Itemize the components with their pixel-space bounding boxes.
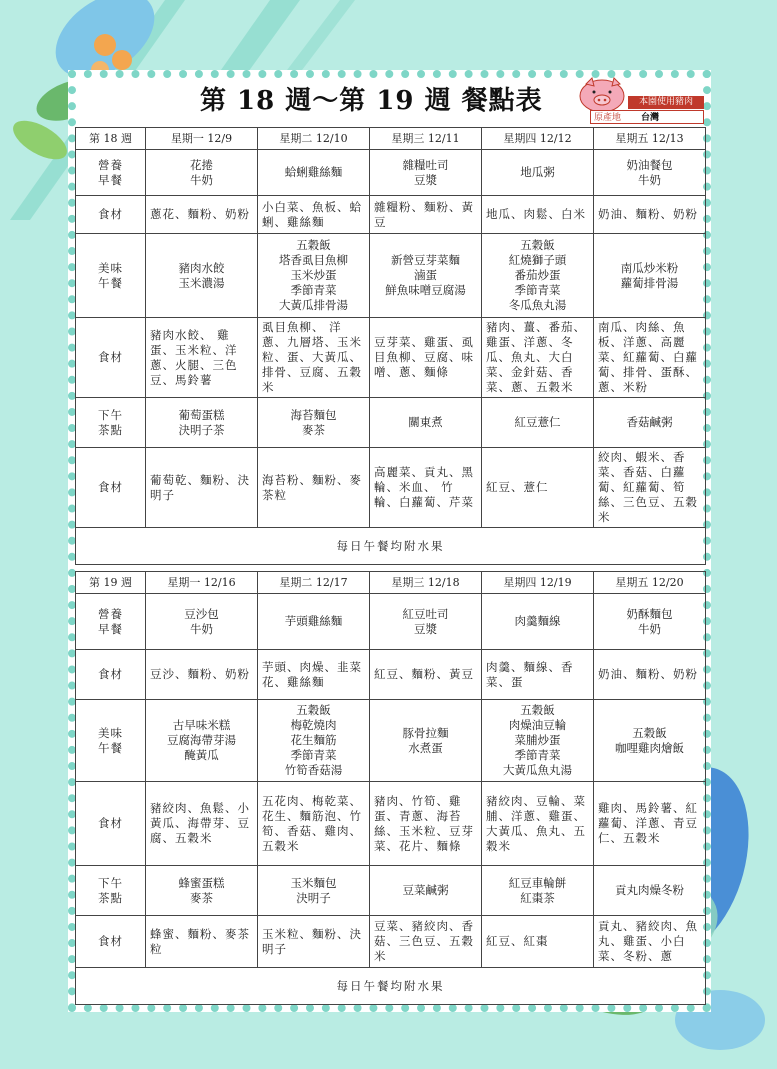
ingredient-cell: 肉羹、麵線、香菜、蛋 — [482, 650, 594, 700]
menu-cell: 紅豆吐司 豆漿 — [370, 594, 482, 650]
badge-origin — [590, 110, 704, 124]
row-label-ingredients: 食材 — [76, 448, 146, 528]
menu-cell: 奶酥麵包 牛奶 — [594, 594, 706, 650]
menu-cell: 地瓜粥 — [482, 150, 594, 196]
breakfast-row — [76, 150, 706, 196]
menu-cell: 雜糧吐司 豆漿 — [370, 150, 482, 196]
day-header: 星期一 12/9 — [146, 128, 258, 150]
menu-cell: 葡萄蛋糕 決明子茶 — [146, 398, 258, 448]
ingredient-cell: 絞肉、蝦米、香菜、香菇、白蘿蔔、紅蘿蔔、筍絲、三色豆、五穀米 — [594, 448, 706, 528]
week-label: 第 18 週 — [76, 128, 146, 150]
menu-cell: 關東煮 — [370, 398, 482, 448]
ingredient-cell: 南瓜、肉絲、魚板、洋蔥、高麗菜、紅蘿蔔、白蘿蔔、排骨、蛋酥、蔥、米粉 — [594, 318, 706, 398]
row-label-breakfast: 營養 早餐 — [76, 150, 146, 196]
menu-cell: 豆菜鹹粥 — [370, 866, 482, 916]
table-header-row — [76, 128, 706, 150]
ingredient-cell: 蔥花、麵粉、奶粉 — [146, 196, 258, 234]
row-label-snack: 下午 茶點 — [76, 398, 146, 448]
ingredient-cell: 豆芽菜、雞蛋、虱目魚柳、豆腐、味噌、蔥、麵條 — [370, 318, 482, 398]
ingredient-cell: 葡萄乾、麵粉、決明子 — [146, 448, 258, 528]
day-header: 星期三 12/18 — [370, 572, 482, 594]
row-label-ingredients: 食材 — [76, 196, 146, 234]
ingredient-cell: 豬肉、竹筍、雞蛋、青蔥、海苔絲、玉米粒、豆芽菜、花片、麵條 — [370, 782, 482, 866]
day-header: 星期三 12/11 — [370, 128, 482, 150]
day-header: 星期二 12/17 — [258, 572, 370, 594]
menu-cell: 五穀飯 塔香虱目魚柳 玉米炒蛋 季節青菜 大黃瓜排骨湯 — [258, 234, 370, 318]
table-header-row — [76, 572, 706, 594]
snack-row — [76, 866, 706, 916]
page-title: 第 18 週～第 19 週 餐點表 — [200, 86, 543, 116]
menu-cell: 五穀飯 紅燒獅子頭 番茄炒蛋 季節青菜 冬瓜魚丸湯 — [482, 234, 594, 318]
ingredient-cell: 豆菜、豬絞肉、香菇、三色豆、五穀米 — [370, 916, 482, 968]
row-label-snack: 下午 茶點 — [76, 866, 146, 916]
ingredient-cell: 地瓜、肉鬆、白米 — [482, 196, 594, 234]
ingredient-cell: 豬絞肉、豆輪、菜脯、洋蔥、雞蛋、大黃瓜、魚丸、五穀米 — [482, 782, 594, 866]
ingredient-cell: 豆沙、麵粉、奶粉 — [146, 650, 258, 700]
menu-cell: 玉米麵包 決明子 — [258, 866, 370, 916]
row-label-ingredients: 食材 — [76, 650, 146, 700]
badge-top-text: 本園使用豬肉 — [628, 96, 704, 109]
ingredients-row — [76, 448, 706, 528]
menu-cell: 豚骨拉麵 水煮蛋 — [370, 700, 482, 782]
ingredient-cell: 雞肉、馬鈴薯、紅蘿蔔、洋蔥、青豆仁、五穀米 — [594, 782, 706, 866]
ingredient-cell: 虱目魚柳、 洋蔥、九層塔、玉米粒、蛋、大黃瓜、排骨、豆腐、五穀米 — [258, 318, 370, 398]
ingredient-cell: 五花肉、梅乾菜、花生、麵筋泡、竹筍、香菇、雞肉、五穀米 — [258, 782, 370, 866]
fruit-note: 每日午餐均附水果 — [76, 528, 706, 565]
ingredients-row — [76, 916, 706, 968]
origin-badge — [578, 74, 706, 124]
day-header: 星期一 12/16 — [146, 572, 258, 594]
lunch-row — [76, 700, 706, 782]
ingredient-cell: 豬肉水餃、 雞蛋、玉米粒、洋蔥、火腿、三色豆、馬鈴薯 — [146, 318, 258, 398]
row-label-lunch: 美味 午餐 — [76, 234, 146, 318]
ingredient-cell: 奶油、麵粉、奶粉 — [594, 196, 706, 234]
ingredient-cell: 玉米粒、麵粉、決明子 — [258, 916, 370, 968]
breakfast-row — [76, 594, 706, 650]
menu-cell: 肉羹麵線 — [482, 594, 594, 650]
row-label-breakfast: 營養 早餐 — [76, 594, 146, 650]
menu-cell: 蛤蜊雞絲麵 — [258, 150, 370, 196]
menu-cell: 香菇鹹粥 — [594, 398, 706, 448]
menu-cell: 豆沙包 牛奶 — [146, 594, 258, 650]
ingredient-cell: 芋頭、肉燥、韭菜花、雞絲麵 — [258, 650, 370, 700]
ingredient-cell: 雜糧粉、麵粉、黃豆 — [370, 196, 482, 234]
menu-cell: 芋頭雞絲麵 — [258, 594, 370, 650]
ingredients-row — [76, 318, 706, 398]
menu-cell: 五穀飯 肉燥油豆輪 菜脯炒蛋 季節青菜 大黃瓜魚丸湯 — [482, 700, 594, 782]
ingredient-cell: 豬絞肉、魚鬆、小黃瓜、海帶芽、豆腐、五穀米 — [146, 782, 258, 866]
ingredients-row — [76, 196, 706, 234]
ingredient-cell: 小白菜、魚板、蛤蜊、雞絲麵 — [258, 196, 370, 234]
day-header: 星期二 12/10 — [258, 128, 370, 150]
menu-cell: 紅豆車輪餅 紅棗茶 — [482, 866, 594, 916]
ingredients-row — [76, 650, 706, 700]
menu-cell: 海苔麵包 麥茶 — [258, 398, 370, 448]
menu-cell: 蜂蜜蛋糕 麥茶 — [146, 866, 258, 916]
note-row — [76, 968, 706, 1005]
day-header: 星期五 12/13 — [594, 128, 706, 150]
menu-table-week-18 — [75, 127, 706, 565]
snack-row — [76, 398, 706, 448]
ingredient-cell: 蜂蜜、麵粉、麥茶粒 — [146, 916, 258, 968]
menu-cell: 紅豆薏仁 — [482, 398, 594, 448]
ingredient-cell: 奶油、麵粉、奶粉 — [594, 650, 706, 700]
badge-origin-value: 台灣 — [641, 113, 660, 123]
ingredient-cell: 高麗菜、貢丸、黑輪、米血、 竹輪、白蘿蔔、芹菜 — [370, 448, 482, 528]
week-label: 第 19 週 — [76, 572, 146, 594]
menu-cell: 新營豆芽菜麵 滷蛋 鮮魚味噌豆腐湯 — [370, 234, 482, 318]
menu-cell: 古早味米糕 豆腐海帶芽湯 醃黃瓜 — [146, 700, 258, 782]
ingredients-row — [76, 782, 706, 866]
pig-icon — [578, 76, 628, 114]
ingredient-cell: 海苔粉、麵粉、麥茶粒 — [258, 448, 370, 528]
day-header: 星期四 12/12 — [482, 128, 594, 150]
menu-cell: 五穀飯 梅乾燒肉 花生麵筋 季節青菜 竹筍香菇湯 — [258, 700, 370, 782]
note-row — [76, 528, 706, 565]
menu-cell: 花捲 牛奶 — [146, 150, 258, 196]
lunch-row — [76, 234, 706, 318]
row-label-ingredients: 食材 — [76, 916, 146, 968]
menu-table-week-19 — [75, 571, 706, 1005]
row-label-ingredients: 食材 — [76, 782, 146, 866]
ingredient-cell: 貢丸、豬絞肉、魚丸、雞蛋、小白菜、冬粉、蔥 — [594, 916, 706, 968]
menu-cell: 貢丸肉燥冬粉 — [594, 866, 706, 916]
ingredient-cell: 豬肉、薑、番茄、雞蛋、洋蔥、冬瓜、魚丸、大白菜、金針菇、香菜、蔥、五穀米 — [482, 318, 594, 398]
ingredient-cell: 紅豆、麵粉、黃豆 — [370, 650, 482, 700]
day-header: 星期五 12/20 — [594, 572, 706, 594]
menu-cell: 奶油餐包 牛奶 — [594, 150, 706, 196]
row-label-lunch: 美味 午餐 — [76, 700, 146, 782]
row-label-ingredients: 食材 — [76, 318, 146, 398]
badge-origin-label: 原產地 — [594, 113, 622, 123]
menu-cell: 豬肉水餃 玉米濃湯 — [146, 234, 258, 318]
menu-cell: 五穀飯 咖哩雞肉燴飯 — [594, 700, 706, 782]
ingredient-cell: 紅豆、紅棗 — [482, 916, 594, 968]
fruit-note: 每日午餐均附水果 — [76, 968, 706, 1005]
menu-cell: 南瓜炒米粉 蘿蔔排骨湯 — [594, 234, 706, 318]
ingredient-cell: 紅豆、薏仁 — [482, 448, 594, 528]
day-header: 星期四 12/19 — [482, 572, 594, 594]
